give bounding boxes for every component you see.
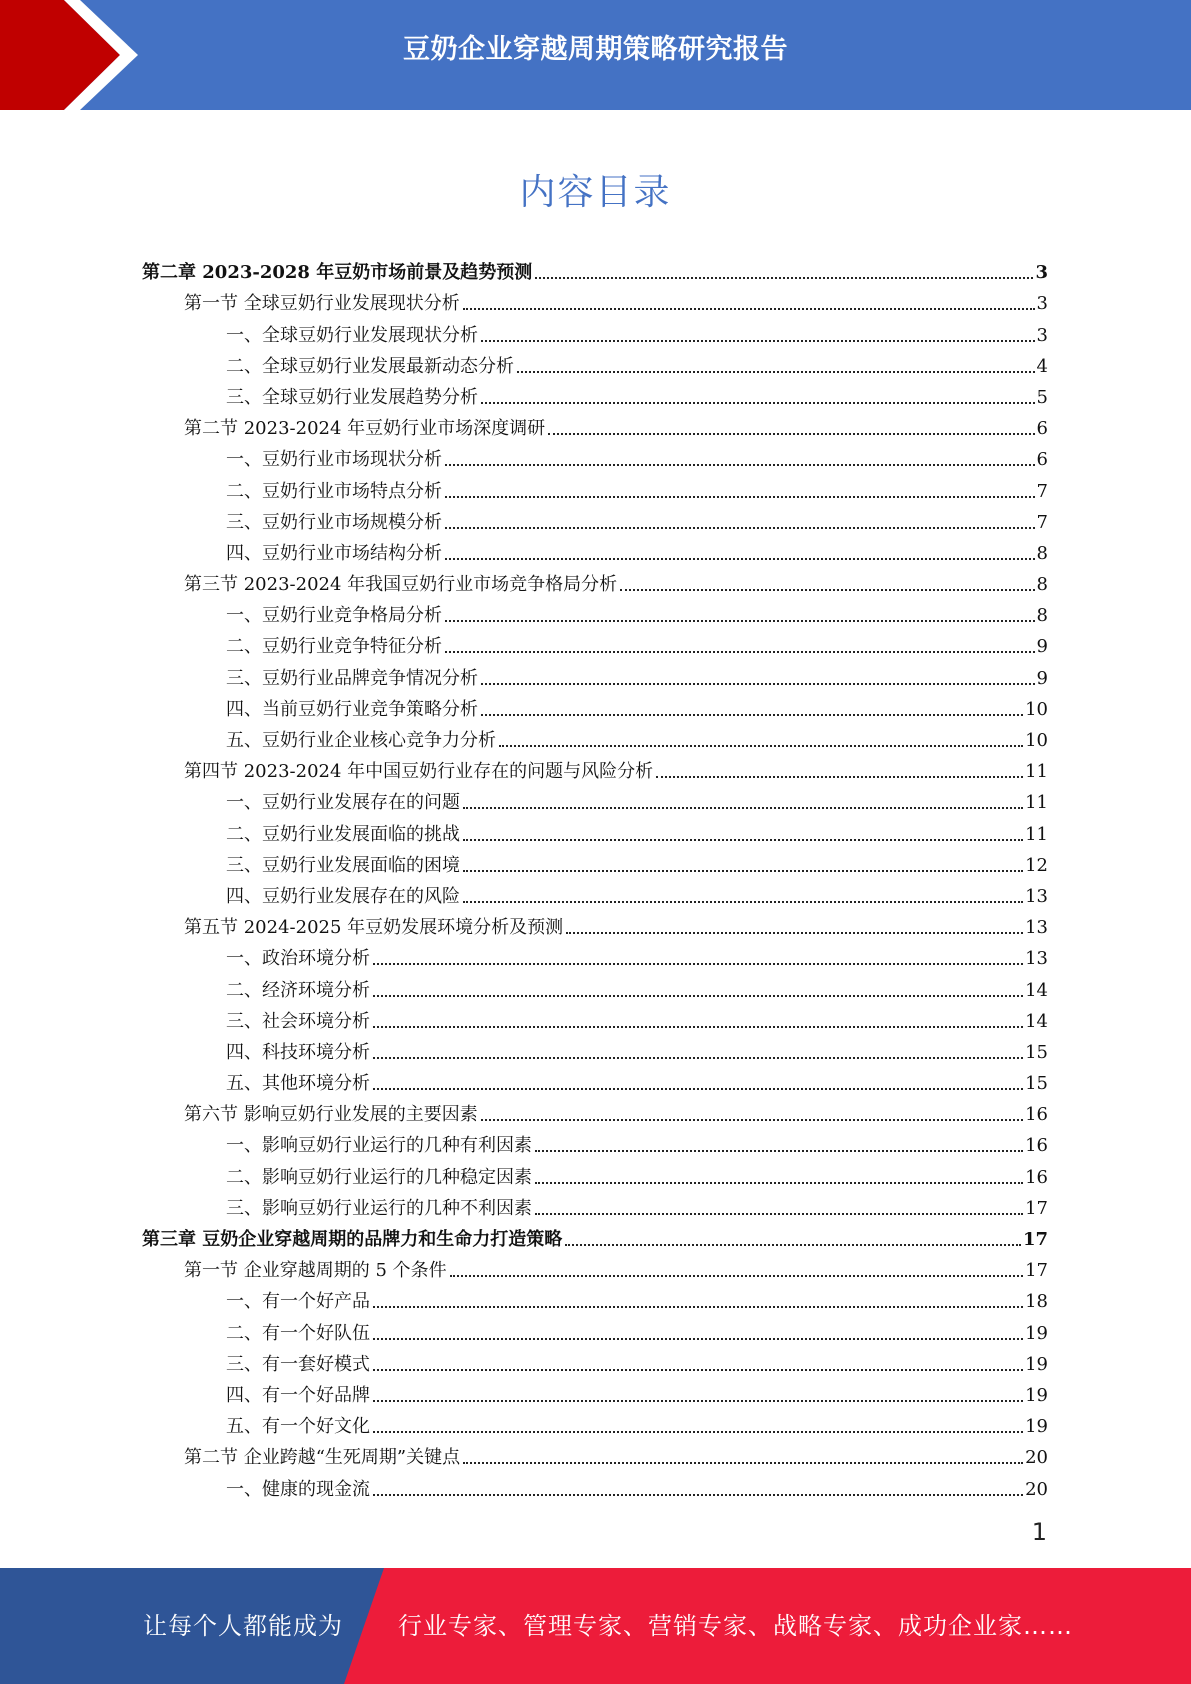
toc-subsection-entry[interactable] [142, 1002, 1048, 1033]
toc-subsection-entry[interactable] [142, 534, 1048, 565]
toc-entry-page: 15 [1025, 1073, 1048, 1095]
toc-subsection-entry[interactable] [142, 627, 1048, 658]
toc-dot-leader [463, 870, 1023, 872]
toc-entry-title: 四、有一个好品牌 [226, 1384, 370, 1406]
toc-dot-leader [373, 1088, 1023, 1090]
toc-entry-title: 四、豆奶行业市场结构分析 [226, 542, 442, 564]
toc-entry-page: 15 [1025, 1041, 1048, 1063]
toc-entry-page: 10 [1025, 698, 1048, 720]
toc-dot-leader [373, 1026, 1023, 1028]
toc-subsection-entry[interactable] [142, 596, 1048, 627]
toc-entry-title: 三、社会环境分析 [226, 1010, 370, 1032]
toc-entry-title: 第一节 全球豆奶行业发展现状分析 [184, 293, 460, 315]
toc-dot-leader [463, 1462, 1023, 1464]
toc-entry-page: 11 [1025, 823, 1048, 845]
toc-entry-title: 三、豆奶行业市场规模分析 [226, 511, 442, 533]
toc-dot-leader [445, 558, 1035, 560]
toc-dot-leader [373, 963, 1023, 965]
toc-entry-page: 3 [1035, 262, 1048, 284]
toc-entry-title: 第一节 企业穿越周期的 5 个条件 [184, 1260, 447, 1282]
toc-section-entry[interactable] [142, 1251, 1048, 1282]
toc-entry-page: 19 [1025, 1416, 1048, 1438]
toc-section-entry[interactable] [142, 1095, 1048, 1126]
toc-entry-title: 一、豆奶行业竞争格局分析 [226, 605, 442, 627]
toc-entry-title: 第四节 2023-2024 年中国豆奶行业存在的问题与风险分析 [184, 761, 654, 783]
toc-dot-leader [517, 371, 1035, 373]
toc-subsection-entry[interactable] [142, 1033, 1048, 1064]
toc-dot-leader [548, 433, 1034, 435]
toc-entry-page: 16 [1025, 1166, 1048, 1188]
toc-subsection-entry[interactable] [142, 1157, 1048, 1188]
toc-dot-leader [373, 1338, 1023, 1340]
footer-band [0, 1568, 1191, 1684]
toc-entry-page: 12 [1025, 854, 1048, 876]
toc-entry-title: 三、全球豆奶行业发展趋势分析 [226, 386, 478, 408]
toc-entry-page: 19 [1025, 1384, 1048, 1406]
toc-entry-page: 14 [1025, 979, 1048, 1001]
toc-entry-title: 三、豆奶行业品牌竞争情况分析 [226, 667, 478, 689]
toc-entry-title: 第二节 2023-2024 年豆奶行业市场深度调研 [184, 418, 546, 440]
toc-entry-page: 11 [1025, 761, 1048, 783]
toc-entry-page: 3 [1036, 324, 1048, 346]
toc-entry-title: 二、有一个好队伍 [226, 1322, 370, 1344]
toc-dot-leader [463, 839, 1023, 841]
toc-entry-title: 第五节 2024-2025 年豆奶发展环境分析及预测 [184, 917, 564, 939]
toc-subsection-entry[interactable] [142, 814, 1048, 845]
toc-entry-title: 四、科技环境分析 [226, 1041, 370, 1063]
toc-dot-leader [565, 1244, 1021, 1246]
toc-section-entry[interactable] [142, 1438, 1048, 1469]
toc-subsection-entry[interactable] [142, 1064, 1048, 1095]
toc-dot-leader [463, 308, 1035, 310]
toc-entry-page: 8 [1036, 574, 1048, 596]
toc-entry-page: 8 [1036, 605, 1048, 627]
table-of-contents [142, 253, 1048, 1501]
toc-entry-title: 三、豆奶行业发展面临的困境 [226, 854, 460, 876]
toc-subsection-entry[interactable] [142, 721, 1048, 752]
toc-entry-title: 一、健康的现金流 [226, 1478, 370, 1500]
toc-entry-title: 四、豆奶行业发展存在的风险 [226, 885, 460, 907]
toc-section-entry[interactable] [142, 565, 1048, 596]
toc-entry-title: 二、影响豆奶行业运行的几种稳定因素 [226, 1166, 532, 1188]
toc-entry-page: 8 [1036, 542, 1048, 564]
toc-entry-page: 9 [1036, 636, 1048, 658]
toc-subsection-entry[interactable] [142, 1469, 1048, 1500]
toc-entry-title: 第六节 影响豆奶行业发展的主要因素 [184, 1104, 478, 1126]
toc-entry-page: 20 [1025, 1478, 1048, 1500]
toc-entry-page: 11 [1025, 792, 1048, 814]
toc-dot-leader [445, 496, 1035, 498]
toc-dot-leader [373, 1369, 1023, 1371]
toc-entry-title: 二、豆奶行业竞争特征分析 [226, 636, 442, 658]
toc-subsection-entry[interactable] [142, 1126, 1048, 1157]
toc-entry-title: 一、全球豆奶行业发展现状分析 [226, 324, 478, 346]
toc-dot-leader [373, 1494, 1023, 1496]
toc-dot-leader [373, 1306, 1023, 1308]
toc-dot-leader [373, 1057, 1023, 1059]
toc-subsection-entry[interactable] [142, 1376, 1048, 1407]
toc-section-entry[interactable] [142, 409, 1048, 440]
toc-entry-page: 4 [1036, 355, 1048, 377]
toc-heading: 内容目录 [519, 172, 672, 213]
toc-subsection-entry[interactable] [142, 846, 1048, 877]
toc-dot-leader [445, 527, 1035, 529]
toc-dot-leader [373, 1431, 1023, 1433]
toc-entry-page: 17 [1022, 1229, 1048, 1250]
toc-entry-page: 17 [1025, 1197, 1048, 1219]
toc-dot-leader [656, 776, 1023, 778]
toc-entry-page: 9 [1036, 667, 1048, 689]
toc-dot-leader [620, 589, 1034, 591]
toc-entry-title: 第三节 2023-2024 年我国豆奶行业市场竞争格局分析 [184, 574, 618, 596]
toc-entry-title: 五、豆奶行业企业核心竞争力分析 [226, 730, 496, 751]
toc-dot-leader [463, 807, 1023, 809]
toc-subsection-entry[interactable] [142, 1407, 1048, 1438]
toc-entry-page: 7 [1036, 511, 1048, 533]
toc-subsection-entry[interactable] [142, 315, 1048, 346]
toc-dot-leader [373, 995, 1023, 997]
toc-dot-leader [481, 683, 1035, 685]
toc-entry-title: 二、经济环境分析 [226, 979, 370, 1001]
toc-subsection-entry[interactable] [142, 1189, 1048, 1220]
toc-dot-leader [566, 932, 1023, 934]
toc-dot-leader [499, 745, 1023, 747]
toc-entry-title: 一、政治环境分析 [226, 948, 370, 970]
toc-entry-title: 二、全球豆奶行业发展最新动态分析 [226, 355, 514, 377]
toc-subsection-entry[interactable] [142, 690, 1048, 721]
toc-subsection-entry[interactable] [142, 1313, 1048, 1344]
toc-dot-leader [535, 277, 1033, 279]
toc-dot-leader [481, 1119, 1023, 1121]
toc-dot-leader [463, 901, 1023, 903]
toc-dot-leader [535, 1182, 1023, 1184]
toc-dot-leader [445, 651, 1035, 653]
toc-entry-page: 13 [1025, 885, 1048, 907]
toc-subsection-entry[interactable] [142, 877, 1048, 908]
toc-chapter-entry[interactable] [142, 253, 1048, 284]
toc-subsection-entry[interactable] [142, 970, 1048, 1001]
toc-entry-page: 14 [1025, 1010, 1048, 1032]
toc-dot-leader [481, 340, 1035, 342]
toc-subsection-entry[interactable] [142, 939, 1048, 970]
toc-entry-page: 13 [1025, 917, 1048, 939]
header-band [0, 0, 1191, 110]
toc-subsection-entry[interactable] [142, 783, 1048, 814]
toc-dot-leader [373, 1400, 1023, 1402]
toc-entry-title: 一、豆奶行业市场现状分析 [226, 449, 442, 471]
toc-entry-page: 10 [1025, 730, 1048, 751]
toc-dot-leader [445, 464, 1035, 466]
toc-entry-title: 三、影响豆奶行业运行的几种不利因素 [226, 1197, 532, 1219]
footer-slogan-right: 行业专家、管理专家、营销专家、战略专家、成功企业家…… [398, 1612, 1073, 1640]
toc-entry-title: 四、当前豆奶行业竞争策略分析 [226, 698, 478, 720]
toc-entry-page: 5 [1036, 386, 1048, 408]
toc-entry-page: 16 [1025, 1104, 1048, 1126]
toc-dot-leader [535, 1213, 1023, 1215]
toc-entry-page: 6 [1036, 449, 1048, 471]
footer-slogan-left: 让每个人都能成为 [143, 1612, 343, 1640]
toc-section-entry[interactable] [142, 284, 1048, 315]
toc-dot-leader [535, 1150, 1023, 1152]
toc-subsection-entry[interactable] [142, 471, 1048, 502]
toc-entry-page: 19 [1025, 1322, 1048, 1344]
toc-entry-page: 20 [1025, 1447, 1048, 1469]
toc-entry-page: 19 [1025, 1353, 1048, 1375]
toc-subsection-entry[interactable] [142, 378, 1048, 409]
toc-subsection-entry[interactable] [142, 1282, 1048, 1313]
toc-subsection-entry[interactable] [142, 658, 1048, 689]
toc-entry-title: 三、有一套好模式 [226, 1353, 370, 1375]
toc-entry-page: 6 [1036, 418, 1048, 440]
toc-subsection-entry[interactable] [142, 347, 1048, 378]
toc-entry-title: 一、影响豆奶行业运行的几种有利因素 [226, 1135, 532, 1157]
toc-chapter-entry[interactable] [142, 1220, 1048, 1251]
toc-section-entry[interactable] [142, 908, 1048, 939]
toc-entry-page: 7 [1036, 480, 1048, 502]
toc-entry-title: 一、豆奶行业发展存在的问题 [226, 792, 460, 814]
toc-dot-leader [450, 1275, 1023, 1277]
toc-entry-title: 第三章 豆奶企业穿越周期的品牌力和生命力打造策略 [142, 1229, 563, 1250]
page-number: 1 [1031, 1518, 1047, 1546]
toc-entry-title: 五、其他环境分析 [226, 1073, 370, 1095]
toc-entry-page: 16 [1025, 1135, 1048, 1157]
toc-entry-title: 五、有一个好文化 [226, 1416, 370, 1438]
toc-entry-title: 二、豆奶行业发展面临的挑战 [226, 823, 460, 845]
toc-entry-title: 第二节 企业跨越“生死周期”关键点 [184, 1447, 461, 1469]
toc-entry-title: 第二章 2023-2028 年豆奶市场前景及趋势预测 [142, 262, 533, 284]
toc-subsection-entry[interactable] [142, 1345, 1048, 1376]
toc-entry-page: 18 [1025, 1291, 1048, 1313]
toc-dot-leader [445, 620, 1035, 622]
toc-entry-page: 13 [1025, 948, 1048, 970]
toc-subsection-entry[interactable] [142, 440, 1048, 471]
toc-entry-title: 二、豆奶行业市场特点分析 [226, 480, 442, 502]
report-title: 豆奶企业穿越周期策略研究报告 [403, 34, 788, 65]
toc-dot-leader [481, 402, 1035, 404]
toc-dot-leader [481, 714, 1023, 716]
toc-section-entry[interactable] [142, 752, 1048, 783]
toc-entry-title: 一、有一个好产品 [226, 1291, 370, 1313]
toc-entry-page: 17 [1025, 1260, 1048, 1282]
toc-subsection-entry[interactable] [142, 503, 1048, 534]
toc-entry-page: 3 [1036, 293, 1048, 315]
